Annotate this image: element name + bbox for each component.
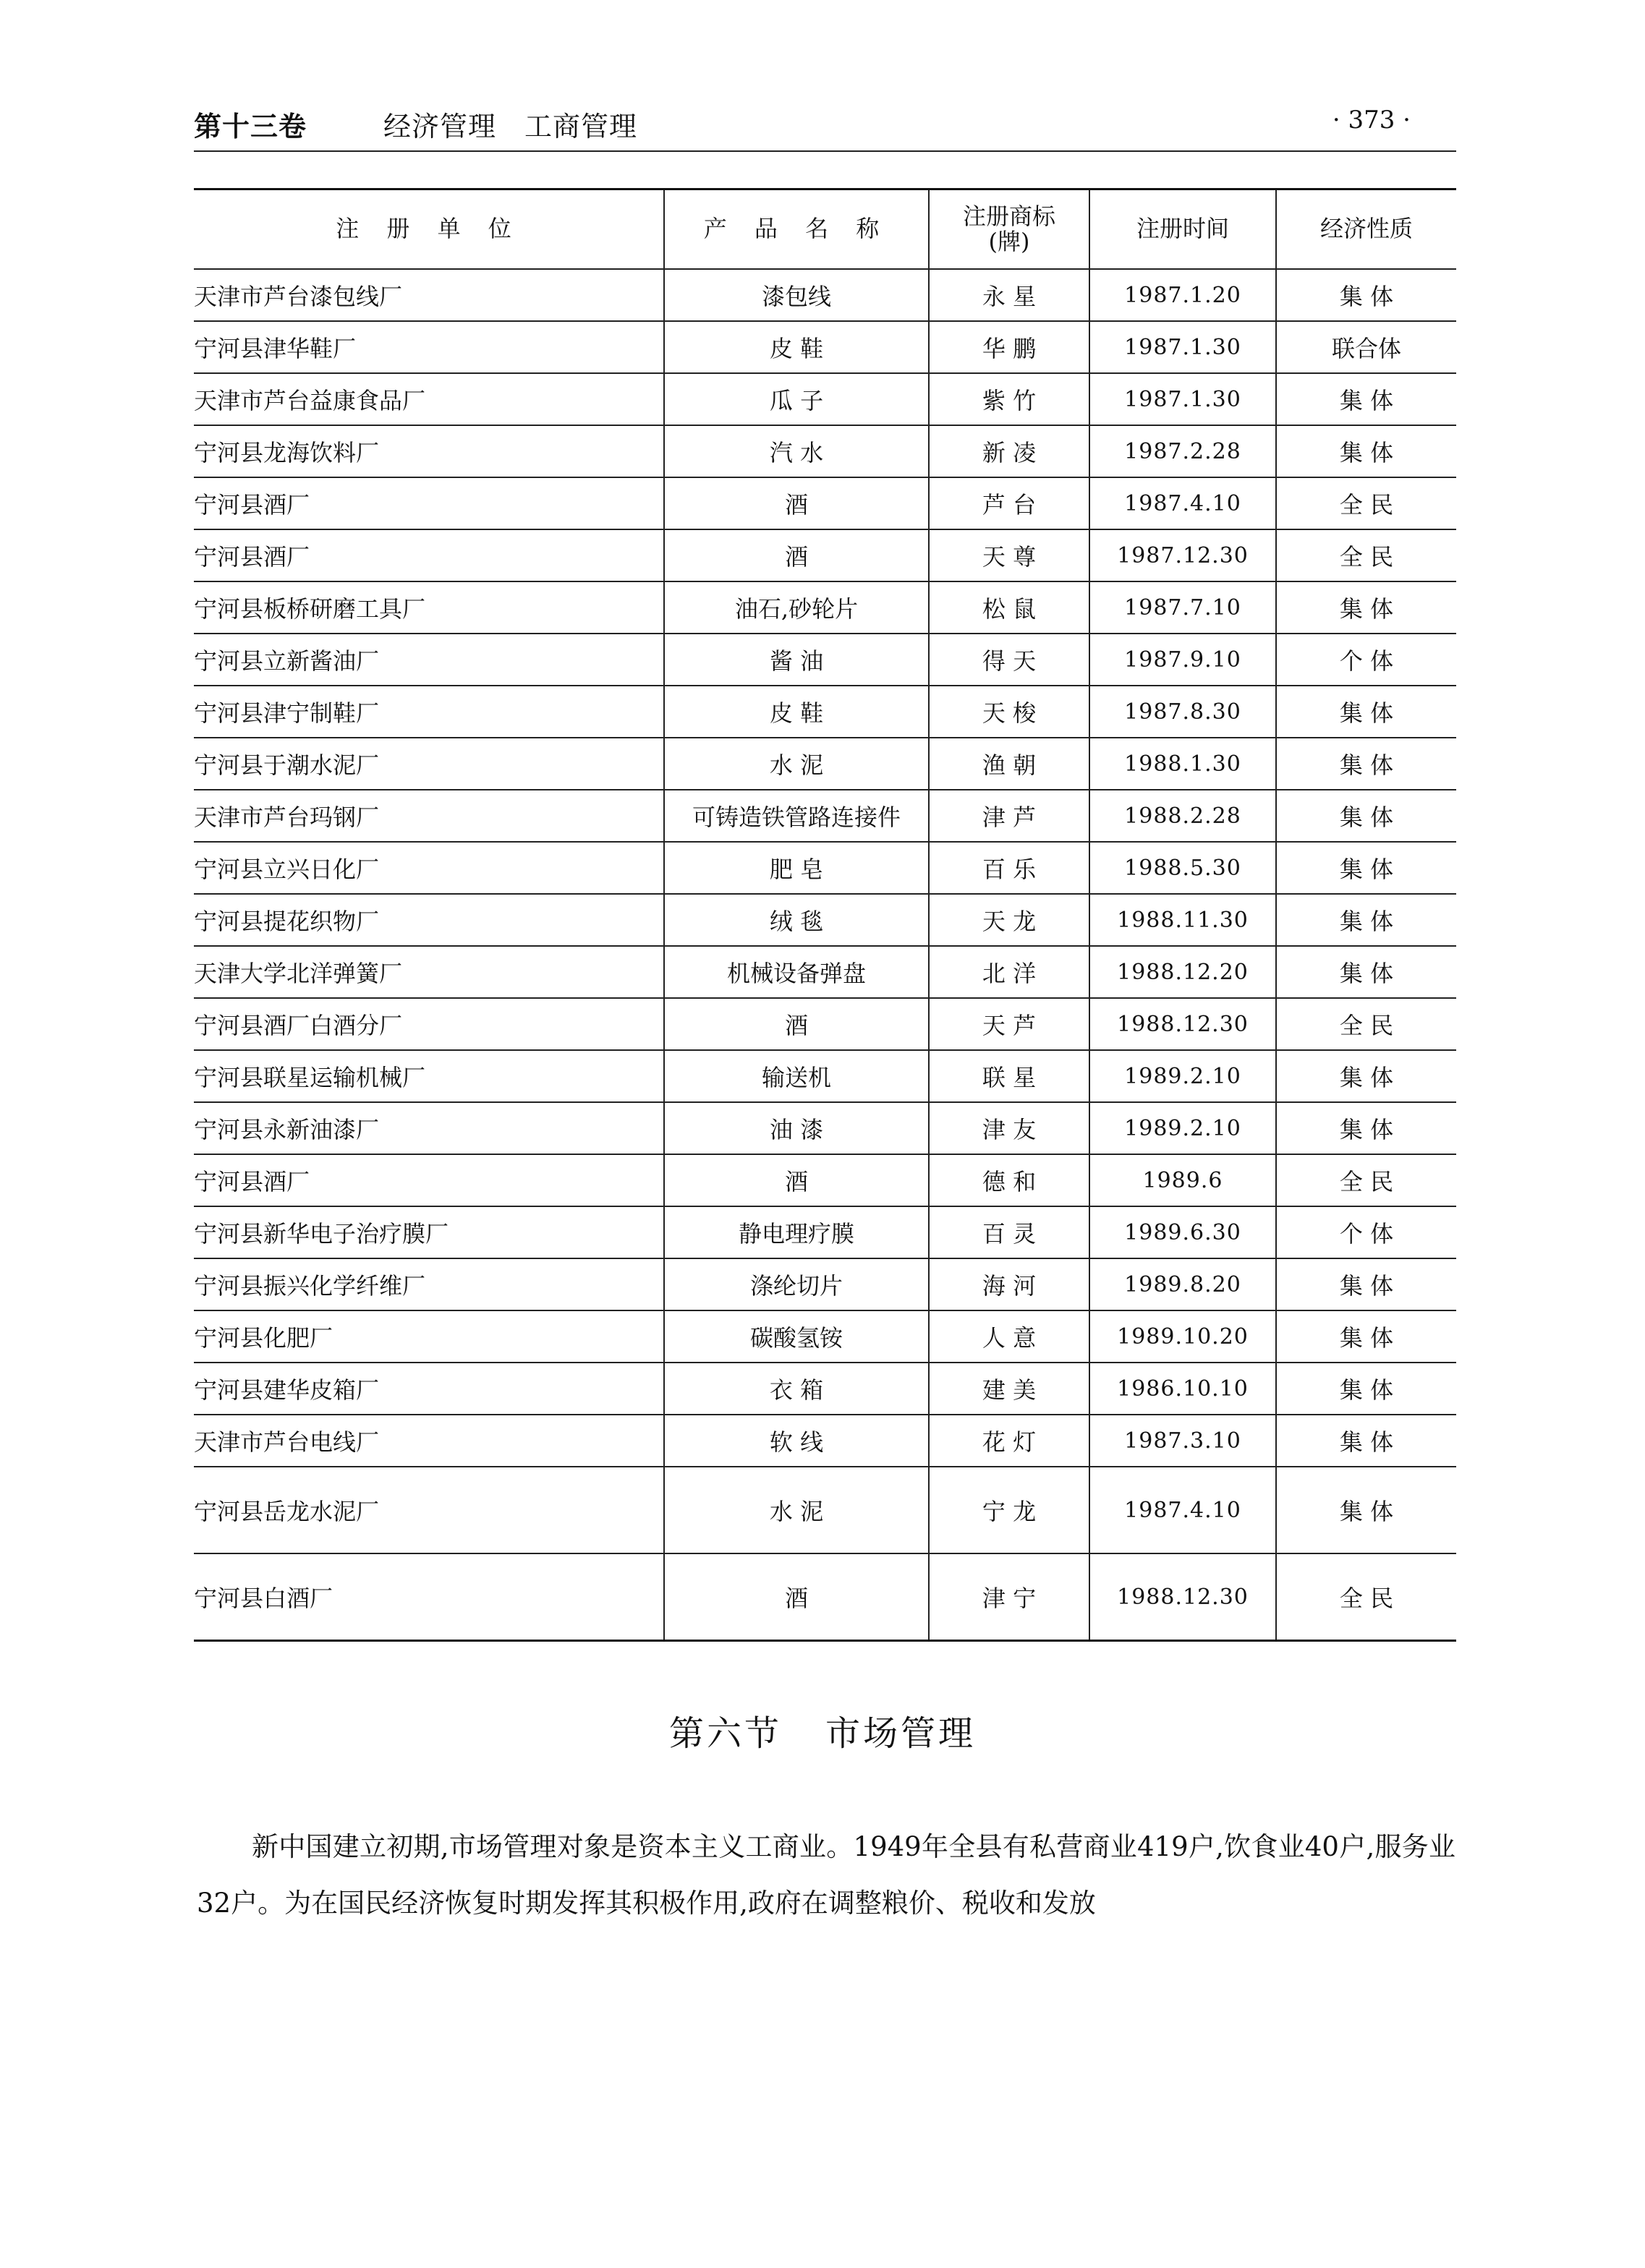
cell-unit: 宁河县建华皮箱厂 — [194, 1363, 664, 1415]
table-row — [194, 425, 1456, 477]
cell-date: 1988.1.30 — [1089, 738, 1276, 790]
table-row — [194, 1553, 1456, 1641]
cell-product: 可铸造铁管路连接件 — [664, 790, 929, 842]
header-mark-line1: 注册商标 — [962, 202, 1055, 230]
cell-date: 1988.12.20 — [1089, 946, 1276, 998]
cell-mark: 海 河 — [929, 1258, 1089, 1310]
header-rule — [194, 150, 1456, 152]
cell-date: 1987.9.10 — [1089, 634, 1276, 686]
table-row — [194, 1050, 1456, 1102]
cell-nature: 全 民 — [1276, 1154, 1456, 1206]
cell-unit: 宁河县提花织物厂 — [194, 894, 664, 946]
cell-unit: 宁河县振兴化学纤维厂 — [194, 1258, 664, 1310]
table-row — [194, 738, 1456, 790]
cell-date: 1988.5.30 — [1089, 842, 1276, 894]
cell-nature: 个 体 — [1276, 634, 1456, 686]
table-row — [194, 894, 1456, 946]
header-date: 注册时间 — [1089, 189, 1276, 270]
table-row — [194, 842, 1456, 894]
cell-nature: 集 体 — [1276, 425, 1456, 477]
cell-unit: 宁河县联星运输机械厂 — [194, 1050, 664, 1102]
cell-nature: 集 体 — [1276, 269, 1456, 321]
cell-unit: 天津市芦台电线厂 — [194, 1415, 664, 1467]
cell-unit: 宁河县新华电子治疗膜厂 — [194, 1206, 664, 1258]
section-number: 第六节 — [668, 1713, 782, 1754]
cell-nature: 个 体 — [1276, 1206, 1456, 1258]
cell-product: 水 泥 — [664, 738, 929, 790]
table-row — [194, 1154, 1456, 1206]
body-paragraph: 新中国建立初期,市场管理对象是资本主义工商业。1949年全县有私营商业419户,饮食业40户,服务业32户。为在国民经济恢复时期发挥其积极作用,政府在调整粮价、税收和发放 — [197, 1831, 1455, 1919]
cell-mark: 宁 龙 — [929, 1467, 1089, 1553]
cell-unit: 宁河县立新酱油厂 — [194, 634, 664, 686]
table-row — [194, 581, 1456, 634]
cell-product: 皮 鞋 — [664, 321, 929, 373]
cell-mark: 新 凌 — [929, 425, 1089, 477]
table-row — [194, 1206, 1456, 1258]
cell-date: 1987.8.30 — [1089, 686, 1276, 738]
cell-date: 1989.8.20 — [1089, 1258, 1276, 1310]
cell-date: 1987.4.10 — [1089, 477, 1276, 529]
cell-unit: 天津市芦台益康食品厂 — [194, 373, 664, 425]
section-title: 市场管理 — [825, 1713, 977, 1754]
cell-date: 1986.10.10 — [1089, 1363, 1276, 1415]
table-row — [194, 1102, 1456, 1154]
cell-mark: 津 宁 — [929, 1553, 1089, 1641]
table-row — [194, 1415, 1456, 1467]
cell-product: 软 线 — [664, 1415, 929, 1467]
cell-nature: 集 体 — [1276, 946, 1456, 998]
table-row — [194, 1258, 1456, 1310]
cell-date: 1987.1.30 — [1089, 373, 1276, 425]
cell-product: 碳酸氢铵 — [664, 1310, 929, 1363]
page-number: · 373 · — [1332, 106, 1411, 135]
table-header-row — [194, 189, 1456, 270]
cell-mark: 联 星 — [929, 1050, 1089, 1102]
cell-unit: 宁河县酒厂 — [194, 529, 664, 581]
cell-date: 1989.6.30 — [1089, 1206, 1276, 1258]
table-row — [194, 1310, 1456, 1363]
cell-unit: 宁河县立兴日化厂 — [194, 842, 664, 894]
cell-product: 漆包线 — [664, 269, 929, 321]
cell-mark: 花 灯 — [929, 1415, 1089, 1467]
cell-unit: 宁河县白酒厂 — [194, 1553, 664, 1641]
cell-date: 1988.11.30 — [1089, 894, 1276, 946]
cell-nature: 集 体 — [1276, 894, 1456, 946]
cell-mark: 建 美 — [929, 1363, 1089, 1415]
cell-product: 酒 — [664, 529, 929, 581]
cell-nature: 集 体 — [1276, 738, 1456, 790]
table-row — [194, 686, 1456, 738]
cell-unit: 宁河县于潮水泥厂 — [194, 738, 664, 790]
cell-nature: 集 体 — [1276, 686, 1456, 738]
cell-nature: 全 民 — [1276, 529, 1456, 581]
cell-nature: 集 体 — [1276, 1258, 1456, 1310]
cell-product: 肥 皂 — [664, 842, 929, 894]
cell-date: 1987.12.30 — [1089, 529, 1276, 581]
cell-unit: 天津市芦台玛钢厂 — [194, 790, 664, 842]
cell-unit: 宁河县板桥研磨工具厂 — [194, 581, 664, 634]
cell-mark: 芦 台 — [929, 477, 1089, 529]
cell-nature: 集 体 — [1276, 1050, 1456, 1102]
cell-date: 1988.2.28 — [1089, 790, 1276, 842]
header-nature: 经济性质 — [1276, 189, 1456, 270]
cell-nature: 联合体 — [1276, 321, 1456, 373]
cell-nature: 全 民 — [1276, 998, 1456, 1050]
cell-date: 1987.3.10 — [1089, 1415, 1276, 1467]
trademark-registration-table — [194, 188, 1456, 1642]
cell-nature: 集 体 — [1276, 790, 1456, 842]
running-header — [194, 104, 1453, 148]
cell-product: 酒 — [664, 998, 929, 1050]
table-row — [194, 790, 1456, 842]
cell-nature: 集 体 — [1276, 1102, 1456, 1154]
cell-product: 酒 — [664, 477, 929, 529]
cell-mark: 德 和 — [929, 1154, 1089, 1206]
cell-product: 酒 — [664, 1553, 929, 1641]
cell-nature: 集 体 — [1276, 373, 1456, 425]
cell-date: 1988.12.30 — [1089, 998, 1276, 1050]
cell-mark: 津 芦 — [929, 790, 1089, 842]
table-row — [194, 529, 1456, 581]
cell-mark: 天 龙 — [929, 894, 1089, 946]
cell-product: 涤纶切片 — [664, 1258, 929, 1310]
cell-product: 机械设备弹盘 — [664, 946, 929, 998]
cell-nature: 集 体 — [1276, 1467, 1456, 1553]
cell-product: 输送机 — [664, 1050, 929, 1102]
cell-unit: 宁河县永新油漆厂 — [194, 1102, 664, 1154]
cell-nature: 集 体 — [1276, 1363, 1456, 1415]
cell-date: 1989.6 — [1089, 1154, 1276, 1206]
table-row — [194, 321, 1456, 373]
table-row — [194, 477, 1456, 529]
cell-date: 1989.10.20 — [1089, 1310, 1276, 1363]
cell-unit: 宁河县酒厂 — [194, 477, 664, 529]
cell-unit: 宁河县岳龙水泥厂 — [194, 1467, 664, 1553]
section-label: 经济管理 工商管理 — [383, 111, 638, 142]
table-row — [194, 269, 1456, 321]
cell-unit: 宁河县津宁制鞋厂 — [194, 686, 664, 738]
cell-product: 瓜 子 — [664, 373, 929, 425]
volume-label: 第十三卷 — [194, 111, 307, 142]
cell-product: 水 泥 — [664, 1467, 929, 1553]
cell-mark: 百 灵 — [929, 1206, 1089, 1258]
cell-mark: 津 友 — [929, 1102, 1089, 1154]
cell-mark: 北 洋 — [929, 946, 1089, 998]
header-unit: 注 册 单 位 — [194, 189, 664, 270]
cell-nature: 集 体 — [1276, 842, 1456, 894]
cell-mark: 永 星 — [929, 269, 1089, 321]
cell-product: 静电理疗膜 — [664, 1206, 929, 1258]
cell-product: 皮 鞋 — [664, 686, 929, 738]
cell-date: 1987.1.30 — [1089, 321, 1276, 373]
cell-unit: 宁河县化肥厂 — [194, 1310, 664, 1363]
table-row — [194, 998, 1456, 1050]
cell-product: 绒 毯 — [664, 894, 929, 946]
cell-mark: 松 鼠 — [929, 581, 1089, 634]
table-row — [194, 1363, 1456, 1415]
cell-mark: 得 天 — [929, 634, 1089, 686]
cell-mark: 紫 竹 — [929, 373, 1089, 425]
table-row — [194, 946, 1456, 998]
header-product: 产 品 名 称 — [664, 189, 929, 270]
cell-date: 1987.2.28 — [1089, 425, 1276, 477]
cell-date: 1987.1.20 — [1089, 269, 1276, 321]
cell-date: 1988.12.30 — [1089, 1553, 1276, 1641]
cell-nature: 全 民 — [1276, 477, 1456, 529]
cell-mark: 百 乐 — [929, 842, 1089, 894]
cell-product: 汽 水 — [664, 425, 929, 477]
cell-nature: 集 体 — [1276, 1415, 1456, 1467]
cell-unit: 天津大学北洋弹簧厂 — [194, 946, 664, 998]
table-row — [194, 1467, 1456, 1553]
cell-unit: 宁河县龙海饮料厂 — [194, 425, 664, 477]
cell-product: 油 漆 — [664, 1102, 929, 1154]
cell-date: 1989.2.10 — [1089, 1050, 1276, 1102]
cell-product: 衣 箱 — [664, 1363, 929, 1415]
cell-unit: 天津市芦台漆包线厂 — [194, 269, 664, 321]
cell-nature: 集 体 — [1276, 1310, 1456, 1363]
header-mark — [929, 189, 1089, 270]
cell-mark: 天 芦 — [929, 998, 1089, 1050]
cell-product: 油石,砂轮片 — [664, 581, 929, 634]
cell-product: 酒 — [664, 1154, 929, 1206]
section-heading — [0, 1705, 1645, 1755]
cell-unit: 宁河县酒厂 — [194, 1154, 664, 1206]
cell-nature: 集 体 — [1276, 581, 1456, 634]
cell-nature: 全 民 — [1276, 1553, 1456, 1641]
cell-mark: 渔 朝 — [929, 738, 1089, 790]
cell-date: 1989.2.10 — [1089, 1102, 1276, 1154]
cell-date: 1987.4.10 — [1089, 1467, 1276, 1553]
header-mark-line2: (牌) — [988, 228, 1030, 255]
cell-mark: 华 鹏 — [929, 321, 1089, 373]
table-row — [194, 373, 1456, 425]
cell-date: 1987.7.10 — [1089, 581, 1276, 634]
cell-mark: 天 尊 — [929, 529, 1089, 581]
cell-unit: 宁河县津华鞋厂 — [194, 321, 664, 373]
cell-mark: 天 梭 — [929, 686, 1089, 738]
table-row — [194, 634, 1456, 686]
cell-product: 酱 油 — [664, 634, 929, 686]
cell-unit: 宁河县酒厂白酒分厂 — [194, 998, 664, 1050]
cell-mark: 人 意 — [929, 1310, 1089, 1363]
